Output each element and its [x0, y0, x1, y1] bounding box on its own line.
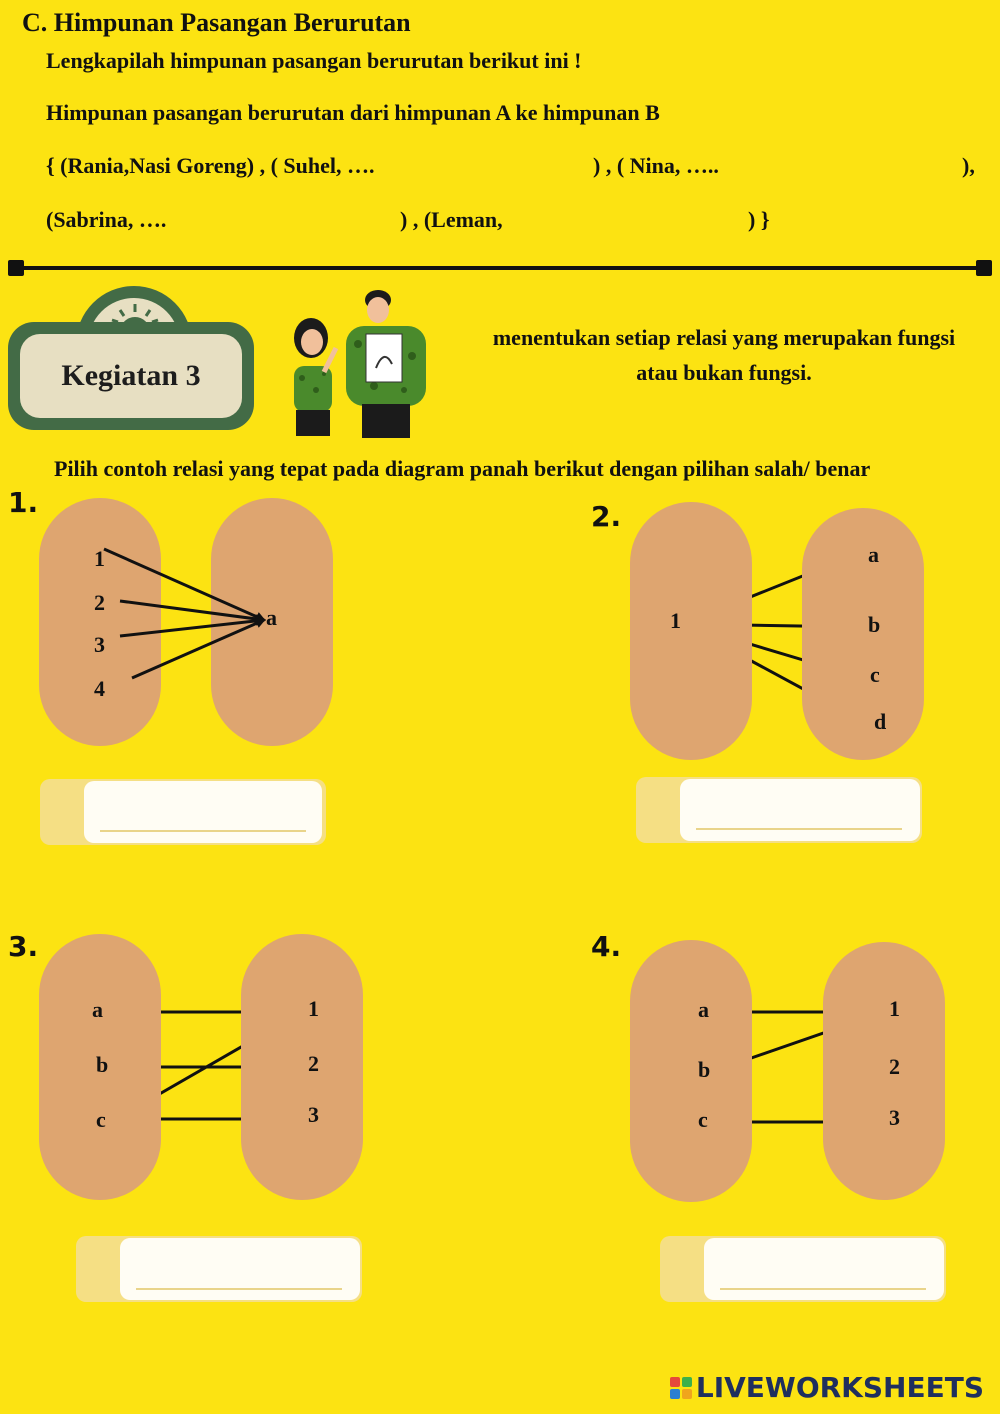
diagram-2-codomain-pill — [802, 508, 924, 760]
diagram-4-codomain-pill — [823, 942, 945, 1200]
d3-codomain-3: 3 — [308, 1102, 319, 1127]
d2-codomain-a: a — [868, 542, 879, 567]
d4-domain-b: b — [698, 1057, 711, 1082]
d1-domain-3: 3 — [94, 632, 105, 657]
pairs-line1-part3: ), — [962, 153, 975, 178]
section-instruction: Lengkapilah himpunan pasangan berurutan berikut ini ! — [46, 48, 582, 73]
d4-answer-underline — [720, 1288, 926, 1290]
d3-codomain-2: 2 — [308, 1051, 319, 1076]
d2-codomain-c: c — [870, 662, 880, 687]
d4-domain-a: a — [698, 997, 709, 1022]
d4-codomain-2: 2 — [889, 1054, 900, 1079]
d2-codomain-b: b — [868, 612, 881, 637]
d2-domain-1: 1 — [670, 608, 681, 633]
liveworksheets-wordmark: LIVEWORKSHEETS — [695, 1371, 984, 1404]
d1-domain-1: 1 — [94, 546, 105, 571]
liveworksheets-icon — [670, 1377, 692, 1399]
d3-answer-input[interactable] — [120, 1238, 360, 1300]
pairs-line1-part1: { (Rania,Nasi Goreng) , ( Suhel, …. — [46, 153, 375, 178]
diagram-1-number: 1. — [8, 486, 39, 519]
pairs-line2-part3: ) } — [748, 207, 770, 232]
d3-domain-c: c — [96, 1107, 106, 1132]
diagram-2-domain-pill — [630, 502, 752, 760]
pairs-line2-part2: ) , (Leman, — [400, 207, 503, 232]
diagram-3-number: 3. — [8, 930, 39, 963]
d3-domain-b: b — [96, 1052, 109, 1077]
d2-codomain-d: d — [874, 709, 887, 734]
d1-domain-4: 4 — [94, 676, 105, 701]
d3-domain-a: a — [92, 997, 103, 1022]
activity-badge: Kegiatan 3 — [20, 334, 242, 418]
d4-answer-input[interactable] — [704, 1238, 944, 1300]
d1-domain-2: 2 — [94, 590, 105, 615]
section-subtitle: Himpunan pasangan berurutan dari himpunan A ke himpunan B — [46, 100, 660, 125]
activity-desc-line1: menentukan setiap relasi yang merupakan fungsi — [492, 325, 956, 350]
section-title: C. Himpunan Pasangan Berurutan — [22, 8, 411, 37]
d3-answer-underline — [136, 1288, 342, 1290]
d1-answer-input[interactable] — [84, 781, 322, 843]
d2-answer-input[interactable] — [680, 779, 920, 841]
d1-answer-underline — [100, 830, 306, 832]
activity-desc-line2: atau bukan fungsi. — [636, 360, 812, 385]
d4-codomain-3: 3 — [889, 1105, 900, 1130]
d4-domain-c: c — [698, 1107, 708, 1132]
diagram-4-number: 4. — [591, 930, 622, 963]
diagram-2-number: 2. — [591, 500, 622, 533]
d3-codomain-1: 1 — [308, 996, 319, 1021]
liveworksheets-logo — [670, 1371, 984, 1404]
d2-answer-underline — [696, 828, 902, 830]
d4-codomain-1: 1 — [889, 996, 900, 1021]
diagram-4-domain-pill — [630, 940, 752, 1202]
diagram-3-codomain-pill — [241, 934, 363, 1200]
activity-instruction: Pilih contoh relasi yang tepat pada diagram panah berikut dengan pilihan salah/ benar — [54, 456, 871, 481]
pairs-line1-part2: ) , ( Nina, ….. — [593, 153, 719, 178]
pairs-line2-part1: (Sabrina, …. — [46, 207, 167, 232]
d1-codomain-a: a — [266, 605, 277, 630]
